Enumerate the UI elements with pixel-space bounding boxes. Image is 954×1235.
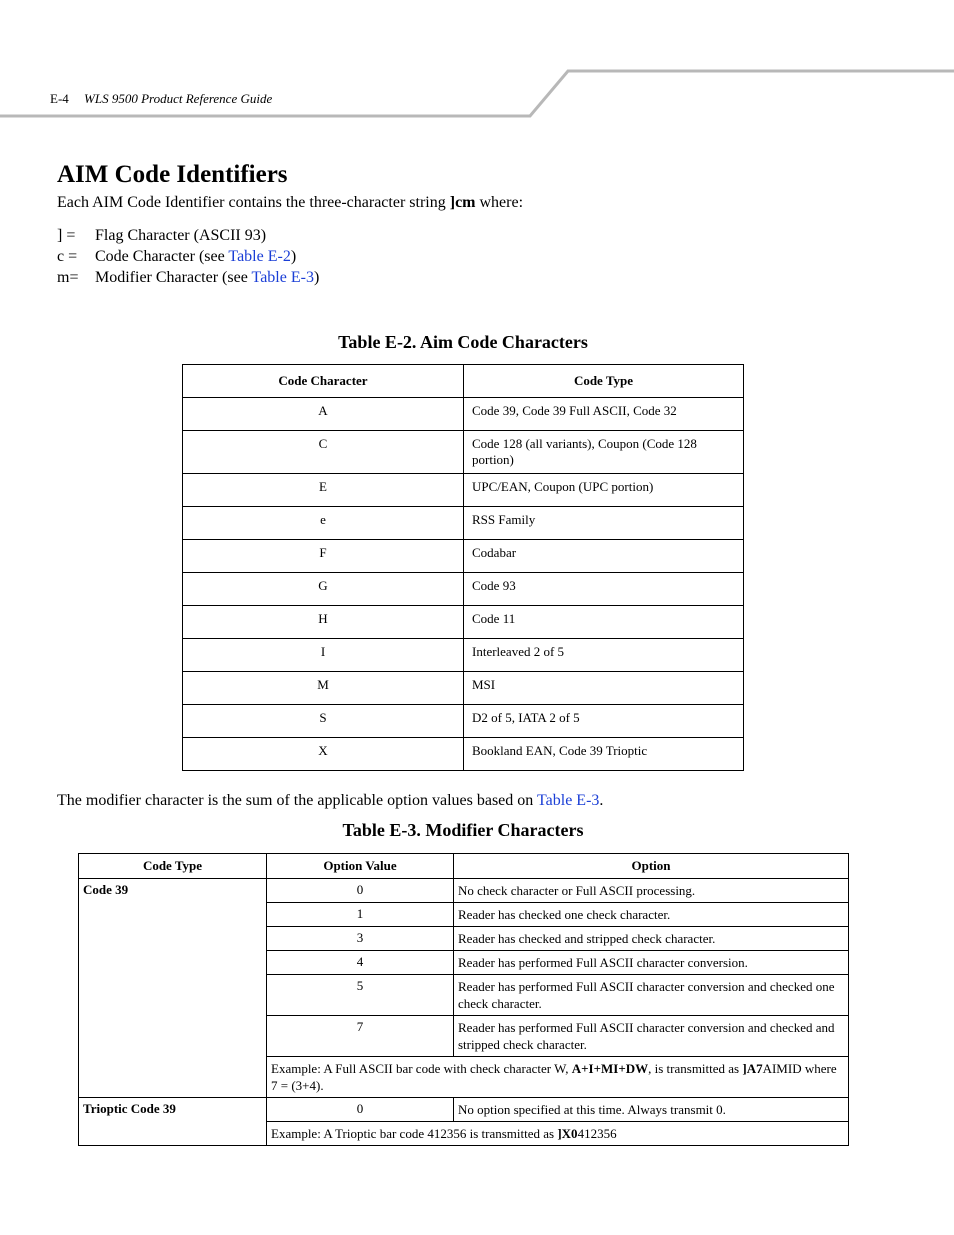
code-character-cell: C bbox=[183, 431, 464, 474]
code-character-cell: A bbox=[183, 398, 464, 431]
table-e3-caption: Table E-3. Modifier Characters bbox=[342, 820, 584, 840]
code-type-cell: UPC/EAN, Coupon (UPC portion) bbox=[464, 474, 744, 507]
table-row bbox=[79, 879, 849, 903]
definition-item bbox=[57, 225, 319, 246]
option-cell: Reader has checked and stripped check character. bbox=[454, 927, 849, 951]
code-type-cell: MSI bbox=[464, 672, 744, 705]
option-cell: Reader has performed Full ASCII character conversion. bbox=[454, 951, 849, 975]
option-cell: Reader has performed Full ASCII character conversion and checked one check character. bbox=[454, 975, 849, 1016]
header-code-character: Code Character bbox=[183, 365, 464, 398]
code-character-cell: e bbox=[183, 507, 464, 540]
option-cell: No option specified at this time. Always transmit 0. bbox=[454, 1098, 849, 1122]
page-number: E-4 bbox=[50, 91, 69, 106]
definition-list bbox=[57, 225, 319, 288]
option-cell: No check character or Full ASCII processing. bbox=[454, 879, 849, 903]
section-title: AIM Code Identifiers bbox=[57, 161, 288, 188]
table-row bbox=[183, 672, 744, 705]
definition-text: Flag Character (ASCII 93) bbox=[95, 227, 267, 244]
definition-item bbox=[57, 246, 319, 267]
option-value-cell: 3 bbox=[267, 927, 454, 951]
code-character-cell: E bbox=[183, 474, 464, 507]
option-value-cell: 0 bbox=[267, 1098, 454, 1122]
table-row bbox=[183, 573, 744, 606]
modifier-paragraph bbox=[57, 792, 603, 810]
code-type-cell: Trioptic Code 39 bbox=[79, 1098, 267, 1146]
table-row bbox=[183, 606, 744, 639]
table-row bbox=[183, 507, 744, 540]
code-type-cell: Code 93 bbox=[464, 573, 744, 606]
option-cell: Reader has checked one check character. bbox=[454, 903, 849, 927]
example-bold: ]A7 bbox=[742, 1061, 763, 1076]
guide-title: WLS 9500 Product Reference Guide bbox=[84, 91, 273, 106]
option-value-cell: 7 bbox=[267, 1016, 454, 1057]
option-value-cell: 0 bbox=[267, 879, 454, 903]
code-character-cell: G bbox=[183, 573, 464, 606]
example-text: Example: A Trioptic bar code 412356 is transmitted as bbox=[271, 1126, 558, 1141]
table-row bbox=[183, 705, 744, 738]
table-e3-body bbox=[79, 879, 849, 1146]
example-text: 412356 bbox=[577, 1126, 617, 1141]
modifier-characters-table bbox=[78, 853, 849, 1146]
code-character-cell: S bbox=[183, 705, 464, 738]
table-e2-body bbox=[183, 398, 744, 771]
example-bold: A+I+MI+DW bbox=[571, 1061, 649, 1076]
header-code-type: Code Type bbox=[464, 365, 744, 398]
header-option-value: Option Value bbox=[267, 854, 454, 879]
intro-text: Each AIM Code Identifier contains the three-character string bbox=[57, 194, 450, 211]
definition-text: Code Character (see bbox=[95, 248, 229, 265]
example-cell bbox=[267, 1122, 849, 1146]
definition-symbol: ] = bbox=[57, 227, 76, 244]
table-row bbox=[183, 639, 744, 672]
option-value-cell: 5 bbox=[267, 975, 454, 1016]
table-e3-link[interactable]: Table E-3 bbox=[537, 792, 600, 809]
example-cell bbox=[267, 1057, 849, 1098]
header-code-type: Code Type bbox=[79, 854, 267, 879]
definition-symbol: m= bbox=[57, 269, 79, 286]
example-bold: ]X0 bbox=[557, 1126, 578, 1141]
code-type-cell: D2 of 5, IATA 2 of 5 bbox=[464, 705, 744, 738]
code-type-cell: Code 39 bbox=[79, 879, 267, 1098]
option-value-cell: 4 bbox=[267, 951, 454, 975]
header-rule bbox=[0, 0, 954, 130]
code-character-cell: F bbox=[183, 540, 464, 573]
example-text: AIMID where 7 = (3+4). bbox=[271, 1061, 837, 1093]
table-row bbox=[183, 474, 744, 507]
intro-bold: ]cm bbox=[449, 194, 476, 211]
definition-text: Modifier Character (see bbox=[95, 269, 252, 286]
code-character-cell: H bbox=[183, 606, 464, 639]
option-cell: Reader has performed Full ASCII character conversion and checked and stripped check character. bbox=[454, 1016, 849, 1057]
code-type-cell: RSS Family bbox=[464, 507, 744, 540]
table-row bbox=[183, 738, 744, 771]
code-type-cell: Code 39, Code 39 Full ASCII, Code 32 bbox=[464, 398, 744, 431]
modifier-text: The modifier character is the sum of the applicable option values based on bbox=[57, 792, 537, 809]
table-row bbox=[183, 398, 744, 431]
intro-paragraph bbox=[57, 194, 523, 212]
code-character-cell: I bbox=[183, 639, 464, 672]
modifier-suffix: . bbox=[599, 792, 604, 809]
option-value-cell: 1 bbox=[267, 903, 454, 927]
header-option: Option bbox=[454, 854, 849, 879]
table-e3-link[interactable]: Table E-3 bbox=[251, 269, 314, 286]
table-e2-link[interactable]: Table E-2 bbox=[228, 248, 291, 265]
table-row bbox=[183, 540, 744, 573]
table-row bbox=[183, 431, 744, 474]
definition-item bbox=[57, 267, 319, 288]
intro-suffix: where: bbox=[475, 194, 524, 211]
running-header bbox=[50, 91, 272, 107]
code-type-cell: Interleaved 2 of 5 bbox=[464, 639, 744, 672]
table-e2-caption: Table E-2. Aim Code Characters bbox=[338, 332, 588, 352]
example-text: , is transmitted as bbox=[648, 1061, 743, 1076]
code-type-cell: Bookland EAN, Code 39 Trioptic bbox=[464, 738, 744, 771]
code-type-cell: Codabar bbox=[464, 540, 744, 573]
code-character-cell: X bbox=[183, 738, 464, 771]
definition-after: ) bbox=[313, 269, 320, 286]
table-row bbox=[79, 1098, 849, 1122]
example-text: Example: A Full ASCII bar code with check character W, bbox=[271, 1061, 572, 1076]
definition-symbol: c = bbox=[57, 248, 78, 265]
definition-after: ) bbox=[290, 248, 297, 265]
table-header-row bbox=[183, 365, 744, 398]
table-header-row bbox=[79, 854, 849, 879]
aim-code-characters-table bbox=[182, 364, 744, 771]
code-character-cell: M bbox=[183, 672, 464, 705]
code-type-cell: Code 11 bbox=[464, 606, 744, 639]
code-type-cell: Code 128 (all variants), Coupon (Code 128 portion) bbox=[464, 431, 744, 474]
